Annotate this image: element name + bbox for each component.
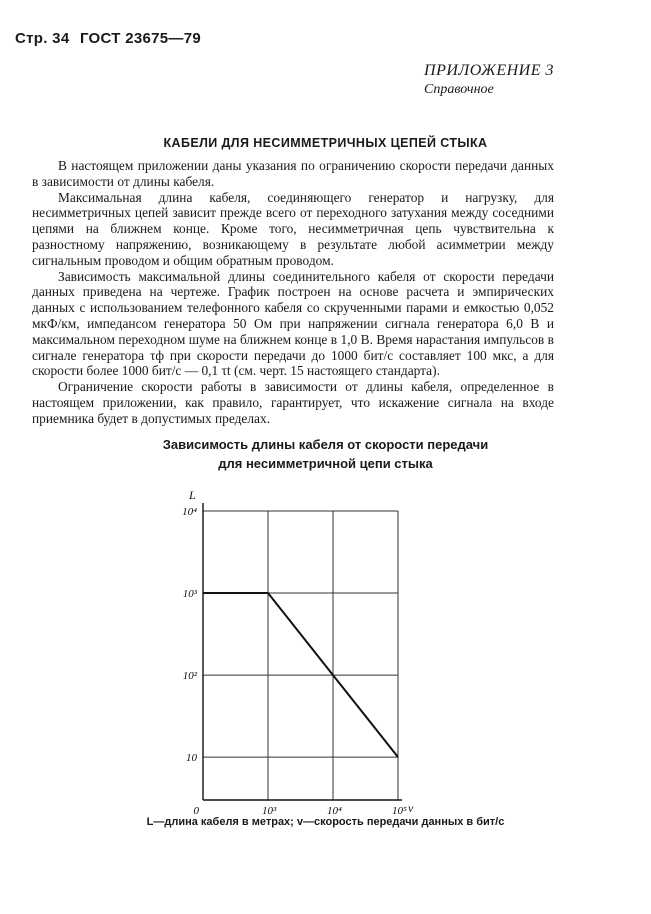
standard-number: ГОСТ 23675—79 [79,30,201,47]
figure-caption: L—длина кабеля в метрах; v—скорость передачи данных в бит/с [146,816,505,828]
appendix-type: Справочное [424,82,494,97]
x-tick-label: 10⁴ [327,805,342,817]
y-tick-label: 10² [182,670,197,683]
paragraph: Зависимость максимальной длины соединительного кабеля от скорости передачи данных приведена на чертеже. График построен на основе расчета и эмпирических данных с использованием телефонного кабеля со скрученными парами и емкостью 0,052 мкФ/км, импедансом генератора 50 Ом при напряжении сигнала генератора 6,0 В и максимальном переходном шуме на ближнем конце в 1,0 В. Время нарастания импульсов в сигнале генератора τф при скорости передачи до 1000 бит/с составляет 100 мкс, а для скорости более 1000 бит/с — 0,1 τt (см. черт. 15 настоящего стандарта). [32,268,554,379]
chart-axes [203,503,402,800]
figure-title-line-2: для несимметричной цепи стыка [218,456,433,471]
paragraph: Ограничение скорости работы в зависимости от длины кабеля, определенное в настоящем приложении, как правило, гарантирует, что искажение сигнала на входе приемника будет в допустимых пределах. [32,379,554,426]
paragraph: Максимальная длина кабеля, соединяющего генератор и нагрузку, для несимметричных цепей зависит прежде всего от переходного затухания между соседними цепями на ближнем конце. Кроме того, несимметричная цепь чувствительна к разностному напряжению, возникающему в результате любой асимметрии между сигнальным проводом и общим обратным проводом. [32,189,554,268]
page-number: Стр. 34 [15,30,70,47]
y-axis-label: L [189,488,196,502]
figure-title-line-1: Зависимость длины кабеля от скорости передачи [162,437,489,452]
x-tick-label: 10³ [262,805,277,817]
y-tick-label: 10 [186,752,197,765]
section-title: КАБЕЛИ ДЛЯ НЕСИММЕТРИЧНЫХ ЦЕПЕЙ СТЫКА [163,136,488,150]
appendix-label: ПРИЛОЖЕНИЕ 3 [424,62,554,79]
y-tick-label: 10⁴ [182,506,197,518]
chart-grid [203,511,398,800]
origin-label: 0 [193,805,199,817]
x-axis-label: v [408,801,414,815]
chart-labels [182,488,414,817]
paragraph: В настоящем приложении даны указания по ограничению скорости передачи данных в зависимости от длины кабеля. [32,158,554,189]
y-tick-label: 10³ [182,588,197,601]
x-tick-label: 10⁵ [392,805,407,817]
